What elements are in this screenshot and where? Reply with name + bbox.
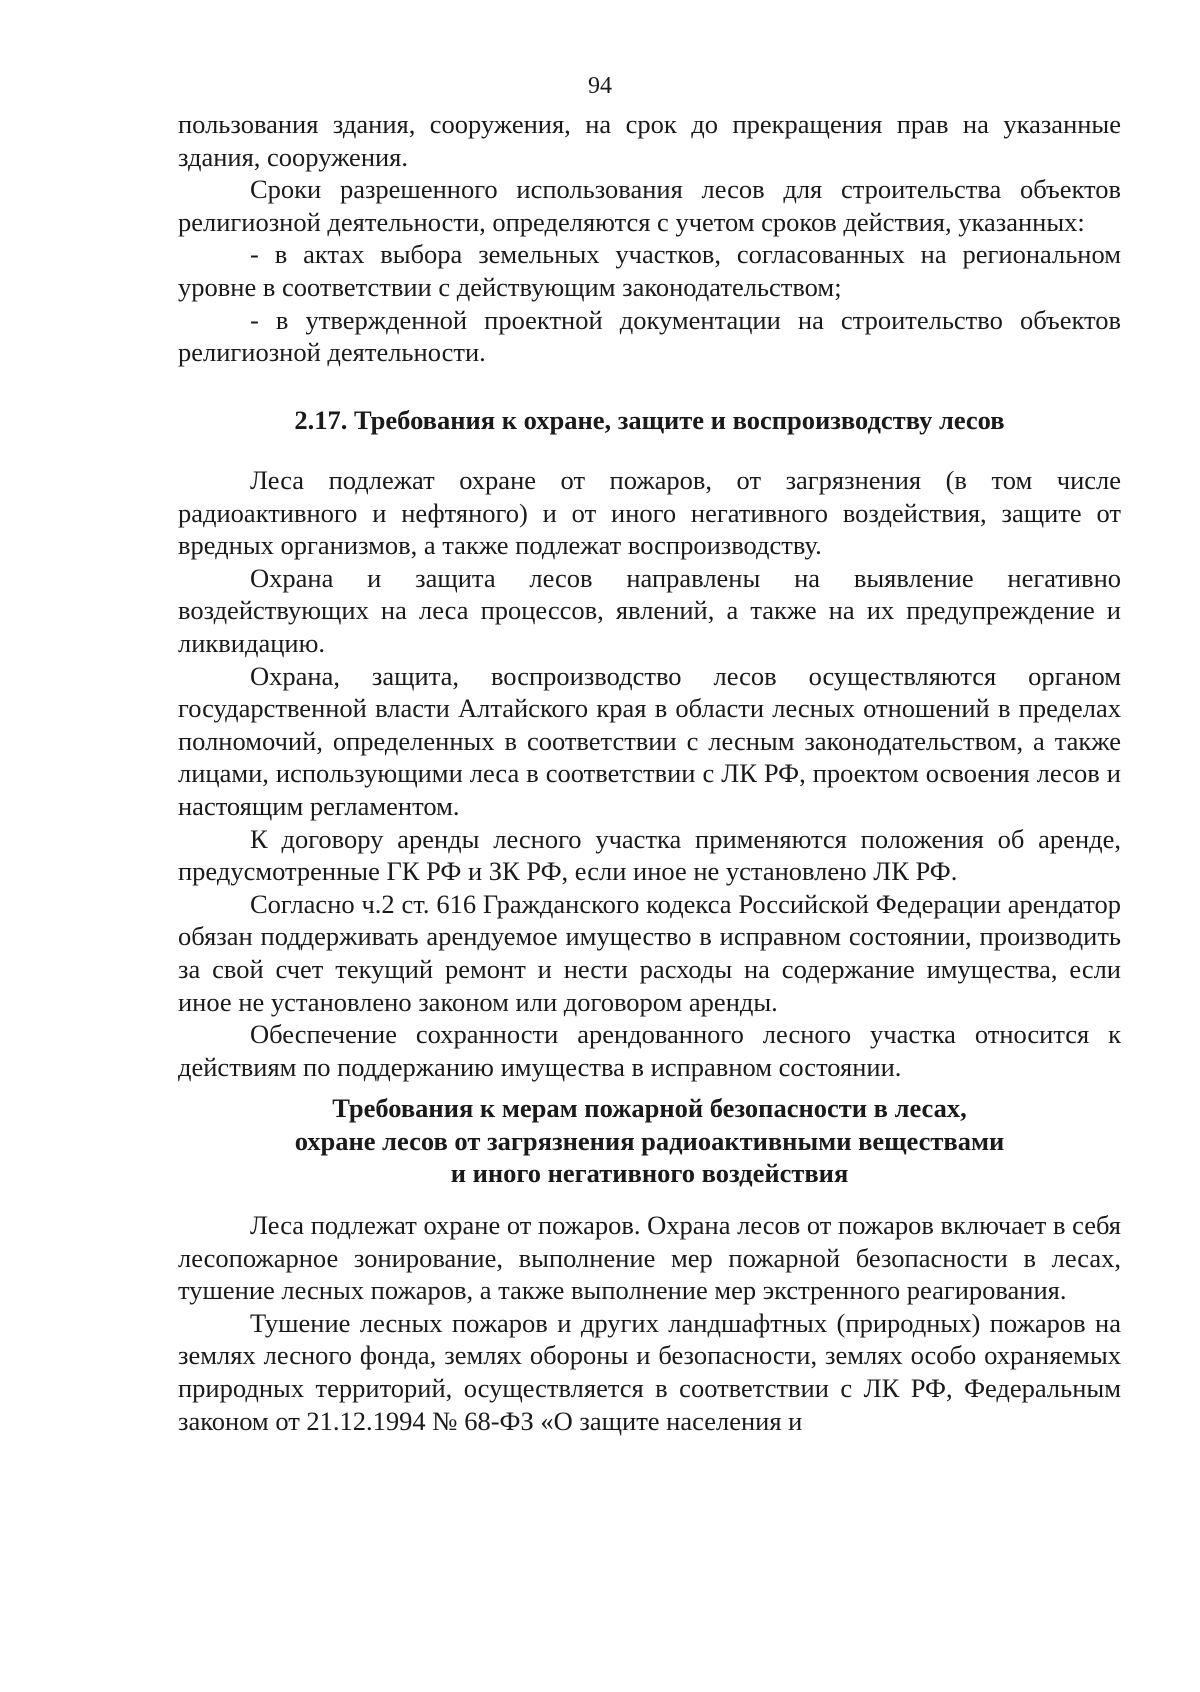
heading-line: Требования к мерам пожарной безопасности в лесах, (332, 1093, 967, 1123)
paragraph: - в утвержденной проектной документации на строительство объектов религиозной деятельности. (178, 304, 1121, 368)
section-heading-fire-safety (178, 1092, 1121, 1190)
paragraph: Сроки разрешенного использования лесов для строительства объектов религиозной деятельности, определяются с учетом сроков действия, указанных: (178, 174, 1121, 237)
paragraph: Обеспечение сохранности арендованного лесного участка относится к действиям по поддержанию имущества в исправном состоянии. (178, 1019, 1121, 1082)
heading-line: и иного негативного воздействия (450, 1158, 849, 1189)
text-block-forest-protection (178, 464, 1121, 1083)
paragraph: Леса подлежат охране от пожаров, от загрязнения (в том числе радиоактивного и нефтяного) и от иного негативного воздействия, защите от вредных организмов, а также подлежат воспроизводству. (178, 465, 1121, 561)
paragraph: К договору аренды лесного участка применяются положения об аренде, предусмотренные ГК РФ и ЗК РФ, если иное не установлено ЛК РФ. (178, 823, 1121, 887)
heading-line: охране лесов от загрязнения радиоактивными веществами (294, 1125, 1005, 1156)
paragraph: Тушение лесных пожаров и других ландшафтных (природных) пожаров на землях лесного фонда, землях обороны и безопасности, землях особо охраняемых природных территорий, осуществляется в соответствии с ЛК РФ, Федеральным законом от 21.12.1994 № 68-ФЗ «О защите населения и (178, 1307, 1121, 1436)
text-block-land-use (178, 108, 1121, 369)
paragraph: Леса подлежат охране от пожаров. Охрана лесов от пожаров включает в себя лесопожарное зонирование, выполнение мер пожарной безопасности в лесах, тушение лесных пожаров, а также выполнение мер экстренного реагирования. (178, 1210, 1121, 1306)
text-block-fire-protection (178, 1209, 1121, 1437)
paragraph: Согласно ч.2 ст. 616 Гражданского кодекса Российской Федерации арендатор обязан поддерживать арендуемое имущество в исправном состоянии, производить за свой счет текущий ремонт и нести расходы на содержание имущества, если иное не установлено законом или договором аренды. (178, 888, 1121, 1017)
section-heading-2-17: 2.17. Требования к охране, защите и воспроизводству лесов (294, 405, 1005, 435)
page-number: 94 (588, 73, 612, 99)
paragraph: Охрана и защита лесов направлены на выявление негативно воздействующих на леса процессов, явлений, а также на их предупреждение и ликвидацию. (178, 562, 1121, 658)
paragraph: Охрана, защита, воспроизводство лесов осуществляются органом государственной власти Алтайского края в области лесных отношений в пределах полномочий, определенных в соответствии с лесным законодательством, а также лицами, использующими леса в соответствии с ЛК РФ, проектом освоения лесов и настоящим регламентом. (178, 660, 1121, 821)
paragraph: пользования здания, сооружения, на срок до прекращения прав на указанные здания, сооружения. (178, 109, 1121, 172)
paragraph: - в актах выбора земельных участков, согласованных на региональном уровне в соответствии с действующим законодательством; (178, 239, 1121, 302)
